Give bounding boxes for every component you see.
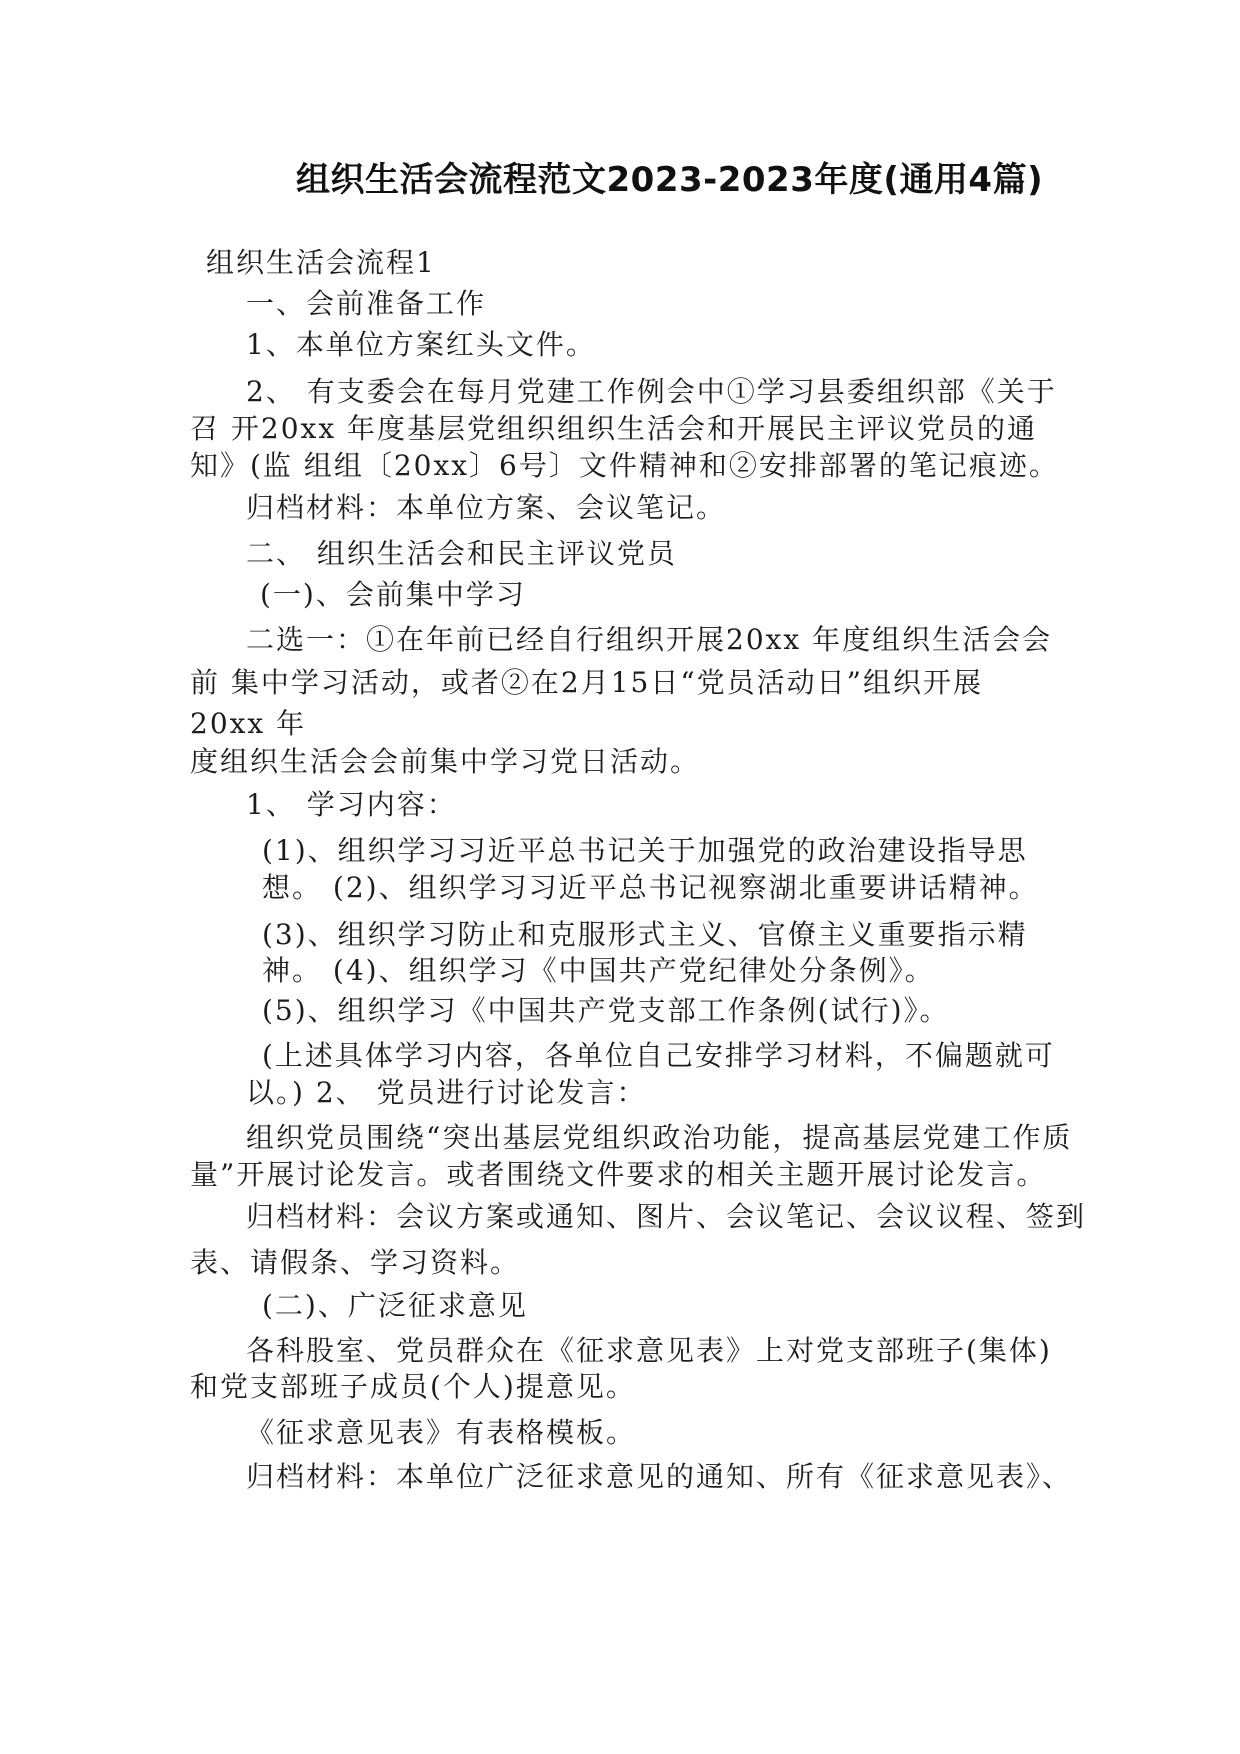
list-item: 想。 (2)、组织学习习近平总书记视察湖北重要讲话精神。 [262,871,1039,904]
subheading: 二、 组织生活会和民主评议党员 [246,537,677,570]
section-heading: 组织生活会流程1 [206,246,436,279]
document-title: 组织生活会流程范文2023-2023年度(通用4篇) [296,160,1044,200]
list-item: (1)、组织学习习近平总书记关于加强党的政治建设指导思 [262,834,1028,867]
list-item: 神。 (4)、组织学习《中国共产党纪律处分条例》。 [262,954,935,987]
paragraph-line: (上述具体学习内容，各单位自己安排学习材料，不偏题就可 [262,1039,1055,1072]
paragraph-line: 前 集中学习活动，或者②在2月15日“党员活动日”组织开展 [190,666,983,699]
paragraph-line: 二选一：①在年前已经自行组织开展20xx 年度组织生活会会 [246,623,1053,656]
list-item: (5)、组织学习《中国共产党支部工作条例(试行)》。 [262,994,950,1027]
paragraph-line: 20xx 年 [190,707,307,740]
subheading: (二)、广泛征求意见 [262,1289,528,1322]
subheading: 一、会前准备工作 [246,287,487,320]
paragraph-line: 以。) 2、 党员进行讨论发言： [246,1076,647,1109]
paragraph-line: 组织党员围绕“突出基层党组织政治功能，提高基层党建工作质 [246,1121,1073,1154]
paragraph-line: 归档材料：会议方案或通知、图片、会议笔记、会议议程、签到 [246,1200,1087,1233]
paragraph-line: 和党支部班子成员(个人)提意见。 [190,1370,636,1403]
paragraph-line: 各科股室、党员群众在《征求意见表》上对党支部班子(集体) [246,1334,1052,1367]
list-item: (3)、组织学习防止和克服形式主义、官僚主义重要指示精 [262,918,1028,951]
paragraph-line: 《征求意见表》有表格模板。 [246,1416,637,1449]
subheading: (一)、会前集中学习 [260,578,526,611]
paragraph-line: 归档材料：本单位方案、会议笔记。 [246,491,727,524]
paragraph-line: 召 开20xx 年度基层党组织组织生活会和开展民主评议党员的通 [190,412,1038,445]
paragraph-line: 表、请假条、学习资料。 [190,1246,521,1279]
paragraph-line: 1、本单位方案红头文件。 [246,328,596,361]
paragraph-line: 量”开展讨论发言。或者围绕文件要求的相关主题开展讨论发言。 [190,1158,1047,1191]
paragraph-line: 归档材料：本单位广泛征求意见的通知、所有《征求意见表》、 [246,1460,1073,1493]
paragraph-line: 知》(监 组组〔20xx〕6号〕文件精神和②安排部署的笔记痕迹。 [190,449,1059,482]
paragraph-line: 度组织生活会会前集中学习党日活动。 [190,745,701,778]
paragraph-line: 2、 有支委会在每月党建工作例会中①学习县委组织部《关于 [246,375,1057,408]
subheading: 1、 学习内容： [246,788,457,821]
